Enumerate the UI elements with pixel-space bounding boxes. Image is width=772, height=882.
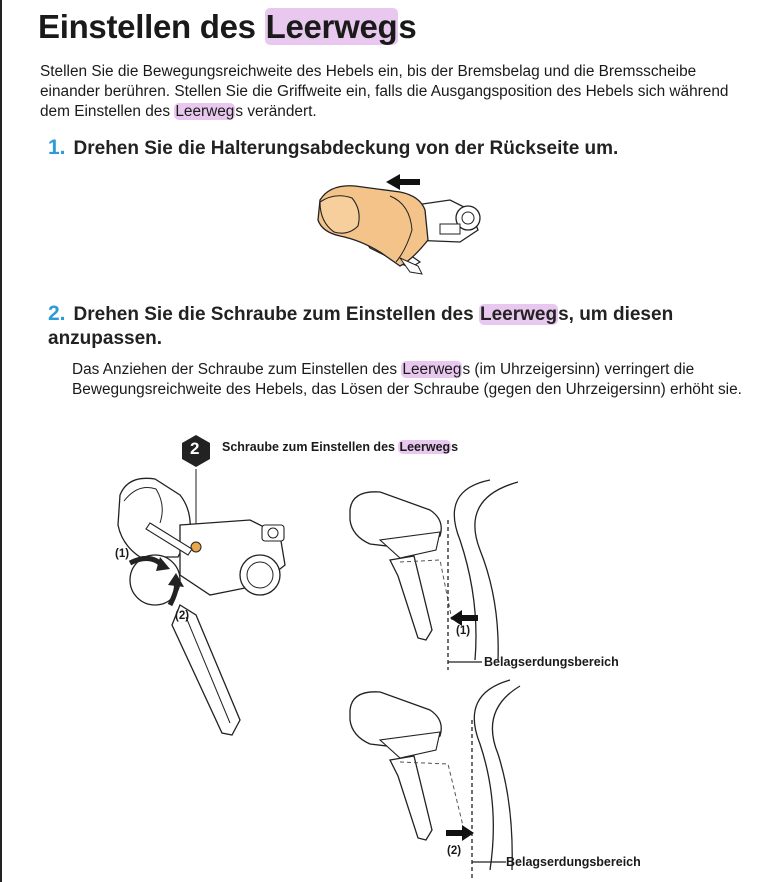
callout-number: 2 — [190, 439, 200, 458]
range-leader-1 — [448, 660, 484, 664]
intro-paragraph: Stellen Sie die Bewegungsreichweite des Hebels ein, bis der Bremsbelag und die Bremsscheibe einander berühren. Stellen Sie die Griffweite ein, falls die Ausgangsposition des Hebels sich während dem Einstellen des Leerwegs verändert. — [40, 63, 729, 120]
label-2-range: (2) — [447, 845, 462, 857]
step-2-description: Das Anziehen der Schraube zum Einstellen des Leerwegs (im Uhrzeigersinn) verringert die Bewegungsreichweite des Hebels, das Lösen der Schraube (gegen den Uhrzeigersinn) erhöht sie. — [72, 361, 742, 398]
page-border — [0, 0, 2, 882]
label-2: (2) — [175, 610, 190, 622]
page-title: Einstellen des Leerwegs — [38, 8, 417, 45]
highlight-term: Leerweg — [175, 103, 235, 120]
step-1-illustration — [300, 170, 500, 280]
highlight-term: Leerweg — [399, 440, 451, 454]
range-label-1: Belagserdungsbereich — [484, 655, 619, 669]
step-1-heading: 1. Drehen Sie die Halterungsabdeckung von der Rückseite um. — [48, 136, 619, 159]
highlight-term: Leerweg — [402, 361, 462, 378]
callout-label: Schraube zum Einstellen des Leerwegs — [222, 440, 459, 454]
step-2-heading: 2. Drehen Sie die Schraube zum Einstellen des Leerwegs, um diesen anzupassen. — [48, 302, 674, 349]
lever-screw-illustration — [100, 465, 300, 755]
range-diagram-2 — [340, 680, 520, 880]
step-number: 1. — [48, 136, 66, 159]
range-diagram-1 — [340, 480, 520, 670]
highlight-term: Leerweg — [479, 304, 558, 325]
label-1: (1) — [115, 548, 130, 560]
label-1-range: (1) — [456, 625, 471, 637]
highlight-term: Leerweg — [265, 8, 398, 45]
range-leader-2 — [472, 860, 508, 864]
step-number: 2. — [48, 302, 66, 325]
range-label-2: Belagserdungsbereich — [506, 855, 641, 869]
